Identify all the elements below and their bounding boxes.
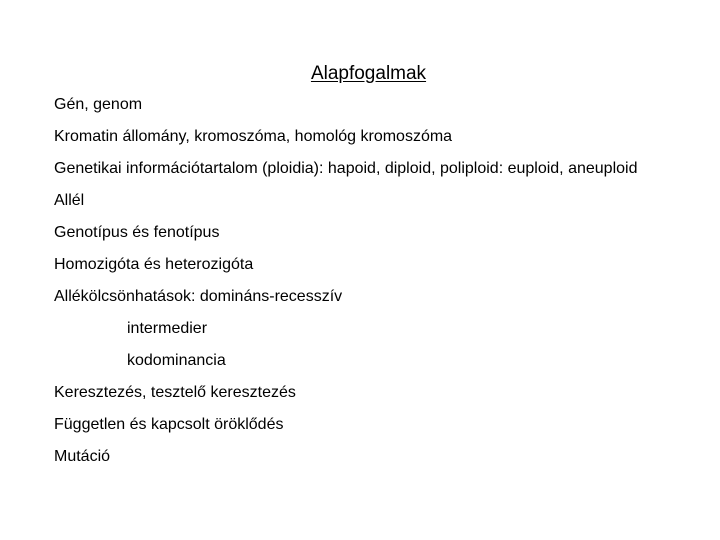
list-item-allel: Allél (54, 192, 85, 209)
list-item-kromatin: Kromatin állomány, kromoszóma, homológ kromoszóma (54, 128, 453, 145)
list-item-ploidia: Genetikai információtartalom (ploidia): hapoid, diploid, poliploid: euploid, aneuploid (54, 160, 638, 177)
list-item-keresztezes: Keresztezés, tesztelő keresztezés (54, 384, 296, 401)
slide-title: Alapfogalmak (310, 63, 427, 84)
list-item-orokles: Független és kapcsolt öröklődés (54, 416, 284, 433)
list-item-genotipus: Genotípus és fenotípus (54, 224, 220, 241)
list-item-mutacio: Mutáció (54, 448, 111, 465)
list-item-allelkolcsonhatasok: Allékölcsönhatások: domináns-recesszív (54, 288, 343, 305)
list-item-homozigota: Homozigóta és heterozigóta (54, 256, 254, 273)
list-item-gen: Gén, genom (54, 96, 143, 113)
list-subitem-kodominancia: kodominancia (127, 352, 226, 369)
list-subitem-intermedier: intermedier (127, 320, 208, 337)
concept-list (54, 94, 654, 478)
